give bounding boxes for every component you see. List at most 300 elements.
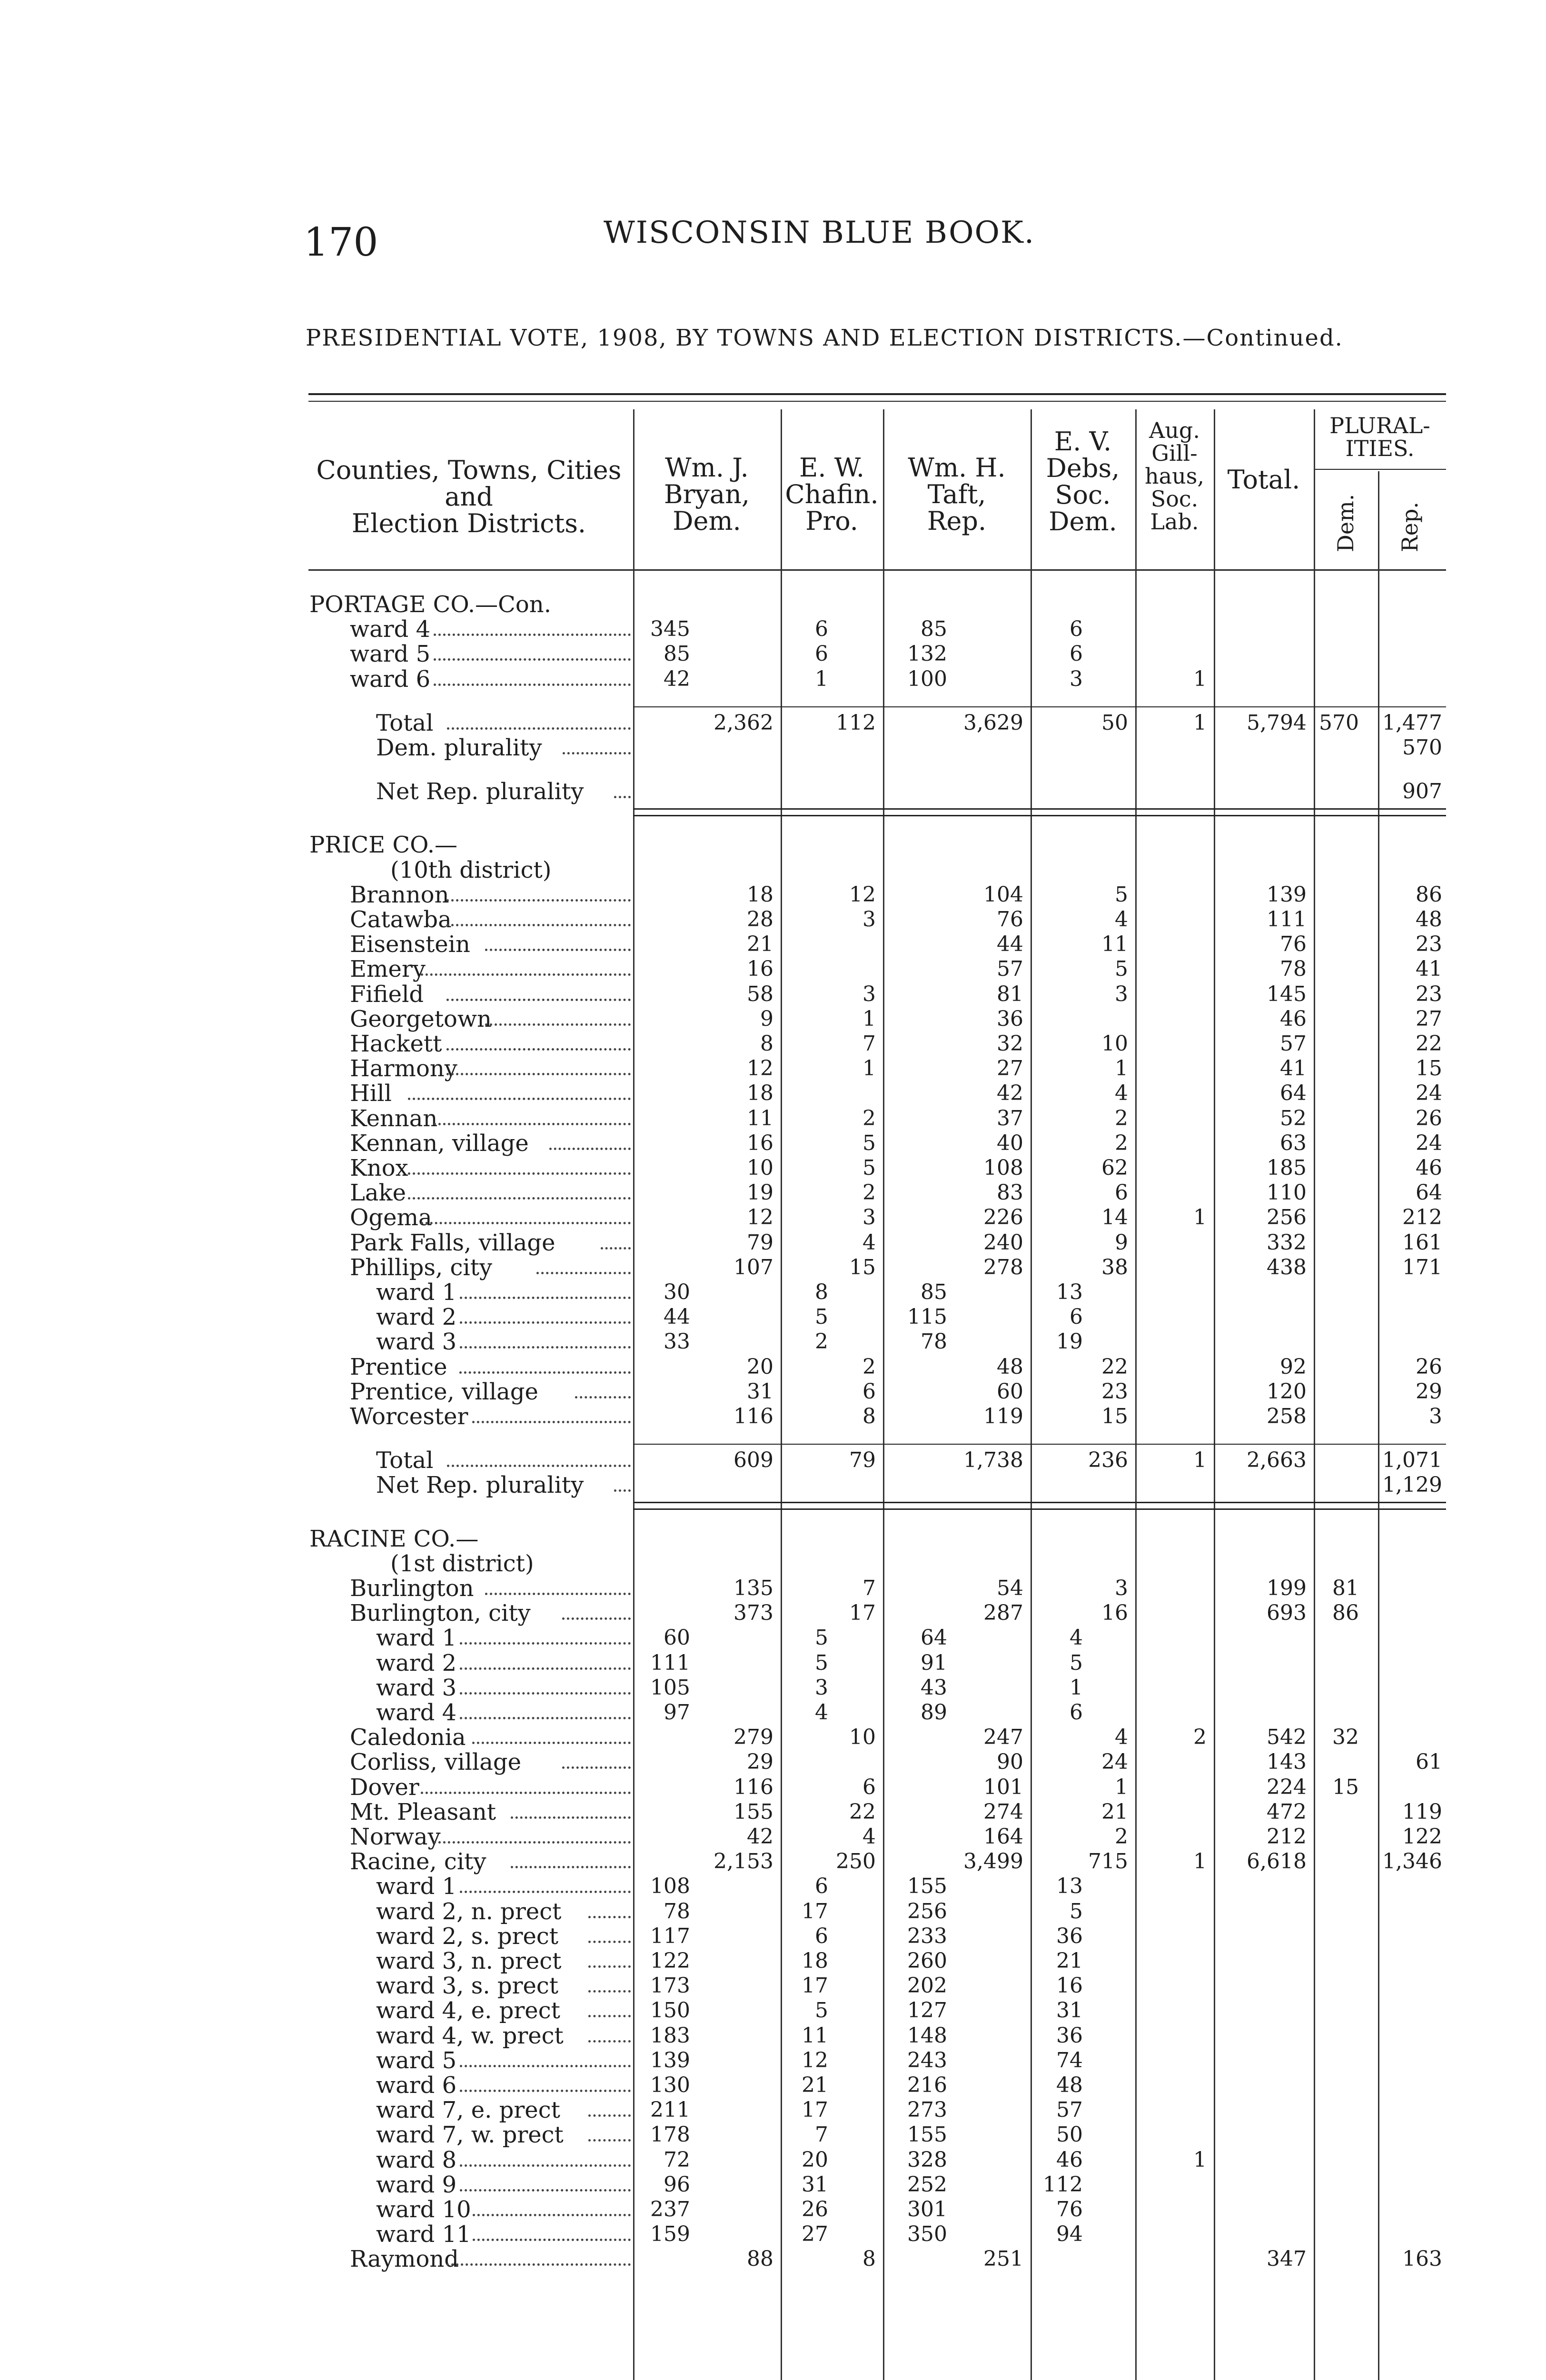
cell-debs: 4	[1115, 907, 1128, 932]
cell-rep: 48	[1416, 907, 1442, 932]
cell-taft: 148	[907, 2023, 947, 2048]
row-label: Harmony	[350, 1055, 457, 1082]
cell-bryan: 105	[650, 1675, 690, 1700]
cell-taft: 100	[907, 666, 947, 691]
cell-chafin: 4	[862, 1825, 876, 1849]
column-separator	[1135, 409, 1137, 2380]
cell-taft: 243	[907, 2048, 947, 2073]
cell-bryan: 279	[733, 1725, 773, 1750]
row-label: Total	[376, 709, 434, 736]
cell-chafin: 11	[802, 2023, 828, 2048]
cell-total: 92	[1280, 1354, 1307, 1379]
cell-debs: 6	[1070, 642, 1083, 666]
cell-bryan: 10	[747, 1156, 773, 1180]
cell-rep: 1,071	[1382, 1448, 1442, 1473]
pluralities-rule	[1314, 469, 1446, 470]
cell-rep: 1,129	[1382, 1473, 1442, 1497]
cell-bryan: 20	[747, 1354, 773, 1379]
cell-bryan: 16	[747, 957, 773, 982]
cell-gillhaus: 1	[1193, 2147, 1207, 2172]
cell-taft: 226	[983, 1205, 1023, 1230]
cell-chafin: 1	[815, 666, 828, 691]
row-label: Dem. plurality	[376, 734, 542, 761]
cell-debs: 36	[1056, 2023, 1083, 2048]
cell-total: 78	[1280, 957, 1307, 982]
cell-bryan: 21	[747, 932, 773, 957]
dot-leader	[575, 1396, 631, 1398]
cell-debs: 38	[1101, 1255, 1128, 1279]
row-label: ward 3	[376, 1329, 457, 1356]
header-pluralities: PLURAL- ITIES.	[1329, 413, 1430, 461]
row-label: Burlington	[350, 1575, 474, 1602]
row-label: ward 4	[350, 616, 431, 643]
running-head: WISCONSIN BLUE BOOK.	[604, 215, 1035, 250]
row-label: ward 1	[376, 1873, 457, 1900]
cell-chafin: 17	[802, 2098, 828, 2122]
cell-chafin: 18	[802, 1949, 828, 1973]
cell-bryan: 42	[664, 666, 690, 691]
cell-chafin: 2	[862, 1106, 876, 1130]
cell-taft: 60	[997, 1379, 1023, 1404]
dot-leader	[563, 752, 631, 754]
dot-leader	[434, 1841, 631, 1844]
cell-chafin: 15	[849, 1255, 876, 1279]
cell-chafin: 22	[849, 1799, 876, 1824]
dot-leader	[485, 949, 631, 951]
row-label: Eisenstein	[350, 931, 470, 958]
cell-taft: 278	[983, 1255, 1023, 1279]
cell-debs: 23	[1101, 1379, 1128, 1404]
dot-leader	[446, 1048, 631, 1051]
header-rep: Rep.	[1397, 502, 1423, 552]
dot-leader	[536, 1272, 631, 1274]
cell-rep: 46	[1416, 1156, 1442, 1180]
cell-chafin: 6	[815, 617, 828, 642]
cell-total: 120	[1267, 1379, 1307, 1404]
row-label: ward 3, s. prect	[376, 1973, 559, 2000]
row-label: ward 9	[376, 2171, 457, 2198]
cell-bryan: 111	[650, 1650, 690, 1675]
cell-taft: 350	[907, 2222, 947, 2247]
cell-debs: 5	[1070, 1650, 1083, 1675]
cell-chafin: 6	[815, 1924, 828, 1948]
cell-taft: 78	[921, 1329, 947, 1354]
total-rule	[633, 706, 1446, 707]
header-dem: Dem.	[1333, 494, 1358, 552]
cell-taft: 256	[907, 1899, 947, 1924]
row-label: Caledonia	[350, 1724, 466, 1751]
row-label: Hill	[350, 1080, 392, 1107]
row-label: ward 4, e. prect	[376, 1997, 560, 2024]
cell-chafin: 5	[862, 1156, 876, 1180]
row-label: Burlington, city	[350, 1600, 531, 1627]
county-heading: PORTAGE CO.—Con.	[309, 591, 551, 618]
cell-dem: 32	[1332, 1725, 1359, 1750]
cell-taft: 89	[921, 1700, 947, 1725]
cell-total: 185	[1267, 1156, 1307, 1180]
cell-taft: 3,499	[963, 1849, 1023, 1874]
cell-chafin: 3	[862, 1205, 876, 1230]
row-label: Emery	[350, 956, 426, 983]
cell-bryan: 28	[747, 907, 773, 932]
cell-taft: 301	[907, 2197, 947, 2221]
row-label: Net Rep. plurality	[376, 778, 584, 805]
section-end-rule	[633, 1508, 1446, 1510]
cell-debs: 36	[1056, 1924, 1083, 1948]
cell-bryan: 237	[650, 2197, 690, 2221]
cell-taft: 155	[907, 2122, 947, 2147]
row-label: Net Rep. plurality	[376, 1472, 584, 1499]
table-top-rule	[308, 393, 1446, 395]
cell-bryan: 159	[650, 2222, 690, 2247]
dot-leader	[511, 1866, 631, 1868]
cell-total: 41	[1280, 1056, 1307, 1081]
cell-rep: 212	[1402, 1205, 1442, 1230]
row-label: Mt. Pleasant	[350, 1798, 496, 1825]
cell-total: 258	[1267, 1404, 1307, 1428]
cell-debs: 21	[1056, 1949, 1083, 1973]
cell-bryan: 108	[650, 1874, 690, 1899]
cell-debs: 2	[1115, 1106, 1128, 1130]
header-debs: E. V. Debs, Soc. Dem.	[1046, 426, 1120, 536]
cell-debs: 9	[1115, 1230, 1128, 1255]
cell-bryan: 19	[747, 1180, 773, 1205]
dot-leader	[549, 1148, 631, 1150]
row-label: Kennan, village	[350, 1130, 529, 1157]
header-chafin: E. W. Chafin. Pro.	[785, 453, 879, 536]
row-label: ward 2, s. prect	[376, 1923, 559, 1950]
cell-taft: 81	[997, 982, 1023, 1006]
row-label: ward 1	[376, 1625, 457, 1652]
cell-rep: 24	[1416, 1081, 1442, 1106]
cell-taft: 101	[983, 1775, 1023, 1799]
cell-debs: 57	[1056, 2098, 1083, 2122]
cell-debs: 5	[1115, 957, 1128, 982]
row-label: Georgetown	[350, 1005, 492, 1032]
cell-bryan: 44	[664, 1305, 690, 1329]
cell-rep: 122	[1402, 1825, 1442, 1849]
cell-chafin: 250	[836, 1849, 876, 1874]
cell-rep: 1,477	[1382, 710, 1442, 735]
cell-total: 542	[1267, 1725, 1307, 1750]
cell-total: 57	[1280, 1031, 1307, 1056]
cell-rep: 23	[1416, 932, 1442, 957]
cell-taft: 40	[997, 1130, 1023, 1155]
cell-taft: 3,629	[963, 710, 1023, 735]
cell-bryan: 72	[664, 2147, 690, 2172]
row-label: Catawba	[350, 906, 452, 933]
cell-taft: 44	[997, 932, 1023, 957]
dot-leader	[446, 999, 631, 1001]
dot-leader	[614, 796, 631, 798]
row-label: ward 1	[376, 1279, 457, 1306]
cell-rep: 26	[1416, 1354, 1442, 1379]
row-label: ward 5	[376, 2047, 457, 2074]
cell-bryan: 2,153	[714, 1849, 773, 1874]
cell-bryan: 2,362	[714, 710, 773, 735]
cell-bryan: 30	[664, 1280, 690, 1304]
cell-bryan: 60	[664, 1626, 690, 1650]
dot-leader	[485, 1593, 631, 1595]
cell-taft: 42	[997, 1081, 1023, 1106]
cell-taft: 104	[983, 882, 1023, 907]
row-label: ward 2, n. prect	[376, 1898, 562, 1925]
cell-total: 438	[1267, 1255, 1307, 1279]
row-label: ward 3	[376, 1674, 457, 1701]
row-label: ward 4	[376, 1699, 457, 1726]
cell-chafin: 8	[862, 2247, 876, 2271]
cell-bryan: 8	[760, 1031, 773, 1056]
cell-taft: 1,738	[963, 1448, 1023, 1473]
section-end-rule	[633, 815, 1446, 816]
dot-leader	[446, 1073, 631, 1075]
cell-debs: 24	[1101, 1750, 1128, 1775]
cell-debs: 14	[1101, 1205, 1128, 1230]
cell-total: 256	[1267, 1205, 1307, 1230]
row-label: Hackett	[350, 1031, 442, 1057]
cell-total: 6,618	[1247, 1849, 1307, 1874]
row-label: Corliss, village	[350, 1749, 521, 1776]
cell-total: 2,663	[1247, 1448, 1307, 1473]
cell-bryan: 9	[760, 1006, 773, 1031]
section-end-rule	[633, 1502, 1446, 1503]
dot-leader	[421, 1222, 631, 1224]
cell-debs: 46	[1056, 2147, 1083, 2172]
cell-rep: 119	[1402, 1799, 1442, 1824]
cell-debs: 76	[1056, 2197, 1083, 2221]
row-label: ward 2	[376, 1649, 457, 1676]
cell-chafin: 12	[802, 2048, 828, 2073]
cell-debs: 3	[1115, 982, 1128, 1006]
cell-taft: 127	[907, 1998, 947, 2023]
cell-debs: 62	[1101, 1156, 1128, 1180]
cell-rep: 3	[1429, 1404, 1442, 1428]
cell-debs: 6	[1070, 1700, 1083, 1725]
cell-chafin: 2	[862, 1180, 876, 1205]
cell-rep: 907	[1402, 779, 1442, 804]
cell-chafin: 112	[836, 710, 876, 735]
row-label: Park Falls, village	[350, 1229, 555, 1256]
cell-chafin: 17	[802, 1899, 828, 1924]
cell-taft: 202	[907, 1973, 947, 1998]
cell-taft: 115	[907, 1305, 947, 1329]
cell-debs: 4	[1115, 1725, 1128, 1750]
cell-chafin: 7	[815, 2122, 828, 2147]
cell-chafin: 6	[815, 1874, 828, 1899]
cell-debs: 11	[1101, 932, 1128, 957]
cell-taft: 85	[921, 1280, 947, 1304]
cell-taft: 119	[983, 1404, 1023, 1428]
row-label: Kennan	[350, 1105, 438, 1132]
dot-leader	[421, 973, 631, 976]
cell-rep: 26	[1416, 1106, 1442, 1130]
cell-bryan: 42	[747, 1825, 773, 1849]
cell-debs: 5	[1070, 1899, 1083, 1924]
county-heading: (1st district)	[390, 1550, 534, 1577]
cell-taft: 233	[907, 1924, 947, 1948]
cell-debs: 31	[1056, 1998, 1083, 2023]
cell-gillhaus: 1	[1193, 1205, 1207, 1230]
dot-leader	[485, 1023, 631, 1026]
cell-taft: 48	[997, 1354, 1023, 1379]
row-label: Total	[376, 1447, 434, 1474]
cell-debs: 16	[1056, 1973, 1083, 1998]
dot-leader	[459, 1371, 631, 1374]
section-end-rule	[633, 808, 1446, 810]
cell-taft: 83	[997, 1180, 1023, 1205]
row-label: ward 10	[376, 2196, 471, 2223]
cell-bryan: 11	[747, 1106, 773, 1130]
cell-bryan: 609	[733, 1448, 773, 1473]
cell-debs: 112	[1043, 2172, 1083, 2197]
row-label: ward 11	[376, 2221, 471, 2248]
dot-leader	[447, 1465, 631, 1467]
cell-taft: 85	[921, 617, 947, 642]
cell-bryan: 373	[733, 1601, 773, 1626]
cell-taft: 37	[997, 1106, 1023, 1130]
cell-taft: 274	[983, 1799, 1023, 1824]
dot-leader	[446, 899, 631, 902]
row-label: ward 3, n. prect	[376, 1948, 562, 1974]
cell-total: 332	[1267, 1230, 1307, 1255]
cell-bryan: 96	[664, 2172, 690, 2197]
cell-chafin: 6	[862, 1775, 876, 1799]
dot-leader	[601, 1247, 631, 1250]
row-label: ward 5	[350, 641, 431, 668]
row-label: Prentice	[350, 1353, 447, 1380]
cell-rep: 27	[1416, 1006, 1442, 1031]
dot-leader	[408, 1197, 631, 1200]
cell-taft: 36	[997, 1006, 1023, 1031]
cell-taft: 273	[907, 2098, 947, 2122]
cell-rep: 64	[1416, 1180, 1442, 1205]
cell-taft: 27	[997, 1056, 1023, 1081]
row-label: Dover	[350, 1774, 419, 1801]
row-label: ward 6	[350, 665, 431, 693]
cell-debs: 74	[1056, 2048, 1083, 2073]
row-label: ward 6	[376, 2072, 457, 2099]
cell-gillhaus: 1	[1193, 710, 1207, 735]
cell-bryan: 88	[747, 2247, 773, 2271]
row-label: Raymond	[350, 2246, 459, 2273]
cell-taft: 57	[997, 957, 1023, 982]
dot-leader	[447, 727, 631, 730]
cell-chafin: 5	[815, 1650, 828, 1675]
cell-chafin: 4	[815, 1700, 828, 1725]
cell-debs: 2	[1115, 1825, 1128, 1849]
cell-debs: 21	[1101, 1799, 1128, 1824]
cell-debs: 6	[1070, 617, 1083, 642]
cell-chafin: 6	[815, 642, 828, 666]
cell-taft: 108	[983, 1156, 1023, 1180]
cell-total: 76	[1280, 932, 1307, 957]
cell-taft: 32	[997, 1031, 1023, 1056]
dot-leader	[446, 2263, 631, 2266]
cell-taft: 251	[983, 2247, 1023, 2271]
cell-chafin: 1	[862, 1006, 876, 1031]
dot-leader	[472, 1421, 631, 1423]
cell-taft: 216	[907, 2073, 947, 2097]
cell-rep: 15	[1416, 1056, 1442, 1081]
cell-bryan: 33	[664, 1329, 690, 1354]
cell-bryan: 122	[650, 1949, 690, 1973]
cell-dem: 81	[1332, 1576, 1359, 1600]
county-heading: RACINE CO.—	[309, 1525, 479, 1552]
dot-leader	[408, 1098, 631, 1100]
cell-total: 224	[1267, 1775, 1307, 1799]
cell-debs: 2	[1115, 1130, 1128, 1155]
cell-taft: 287	[983, 1601, 1023, 1626]
cell-bryan: 117	[650, 1924, 690, 1948]
cell-total: 46	[1280, 1006, 1307, 1031]
cell-gillhaus: 1	[1193, 1448, 1207, 1473]
cell-total: 472	[1267, 1799, 1307, 1824]
cell-total: 5,794	[1247, 710, 1307, 735]
cell-debs: 4	[1115, 1081, 1128, 1106]
cell-gillhaus: 2	[1193, 1725, 1207, 1750]
cell-bryan: 116	[733, 1404, 773, 1428]
cell-rep: 1,346	[1382, 1849, 1442, 1874]
header-bottom-rule	[308, 569, 1446, 571]
cell-taft: 260	[907, 1949, 947, 1973]
cell-chafin: 3	[862, 982, 876, 1006]
cell-chafin: 5	[815, 1305, 828, 1329]
cell-debs: 1	[1115, 1056, 1128, 1081]
cell-chafin: 7	[862, 1031, 876, 1056]
cell-bryan: 78	[664, 1899, 690, 1924]
row-label: Knox	[350, 1155, 408, 1181]
table-title: PRESIDENTIAL VOTE, 1908, BY TOWNS AND ELECTION DISTRICTS.—Continued.	[306, 325, 1343, 351]
header-name: Counties, Towns, Cities and Election Districts.	[316, 455, 622, 538]
cell-bryan: 85	[664, 642, 690, 666]
cell-chafin: 1	[862, 1056, 876, 1081]
cell-debs: 6	[1070, 1305, 1083, 1329]
cell-chafin: 17	[802, 1973, 828, 1998]
cell-chafin: 31	[802, 2172, 828, 2197]
cell-chafin: 20	[802, 2147, 828, 2172]
cell-taft: 43	[921, 1675, 947, 1700]
cell-debs: 3	[1115, 1576, 1128, 1600]
cell-bryan: 79	[747, 1230, 773, 1255]
column-separator	[1314, 409, 1315, 2380]
row-label: Racine, city	[350, 1848, 486, 1875]
header-bryan: Wm. J. Bryan, Dem.	[664, 453, 750, 536]
cell-debs: 48	[1056, 2073, 1083, 2097]
header-total: Total.	[1227, 465, 1300, 495]
cell-bryan: 178	[650, 2122, 690, 2147]
cell-debs: 1	[1115, 1775, 1128, 1799]
cell-rep: 171	[1402, 1255, 1442, 1279]
cell-chafin: 5	[815, 1626, 828, 1650]
cell-chafin: 79	[849, 1448, 876, 1473]
cell-chafin: 27	[802, 2222, 828, 2247]
column-separator	[1214, 409, 1215, 2380]
cell-taft: 132	[907, 642, 947, 666]
cell-debs: 22	[1101, 1354, 1128, 1379]
cell-debs: 236	[1088, 1448, 1128, 1473]
dot-leader	[421, 1792, 631, 1794]
cell-debs: 50	[1101, 710, 1128, 735]
dot-leader	[511, 1816, 631, 1819]
header-gillhaus: Aug. Gill- haus, Soc. Lab.	[1145, 417, 1204, 535]
cell-total: 110	[1267, 1180, 1307, 1205]
cell-bryan: 183	[650, 2023, 690, 2048]
total-rule	[633, 1444, 1446, 1445]
cell-chafin: 12	[849, 882, 876, 907]
row-label: ward 8	[376, 2146, 457, 2173]
cell-bryan: 211	[650, 2098, 690, 2122]
cell-total: 111	[1267, 907, 1307, 932]
